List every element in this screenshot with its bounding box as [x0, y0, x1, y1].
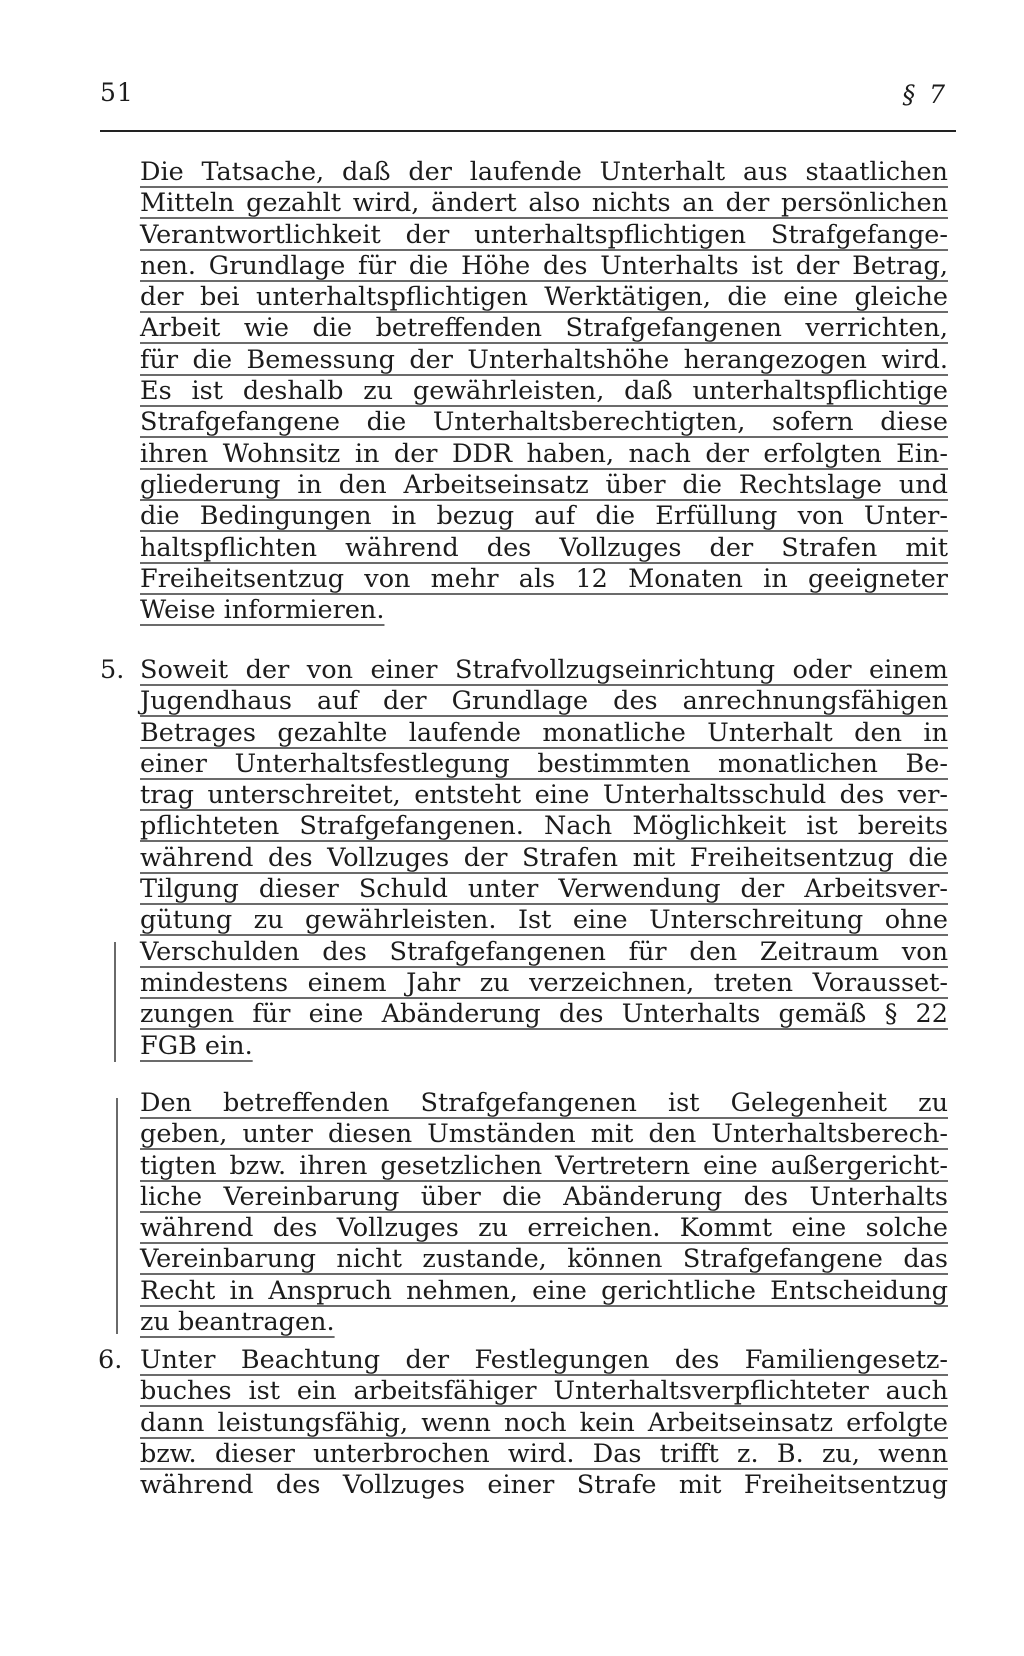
paragraph-line: Den betreffenden Strafgefangenen ist Gelegenheit zu	[140, 1088, 948, 1118]
paragraph-line: Es ist deshalb zu gewährleisten, daß unterhaltspflichtige	[140, 376, 948, 407]
paragraph-line: Unter Beachtung der Festlegungen des Familiengesetz-	[140, 1345, 948, 1375]
paragraph-line: Recht in Anspruch nehmen, eine gerichtliche Entscheidung	[140, 1275, 948, 1306]
paragraph-line: Freiheitsentzug von mehr als 12 Monaten in geeigneter	[140, 563, 948, 594]
item-number-5: 5.	[100, 655, 125, 685]
paragraph-line: Arbeit wie die betreffenden Strafgefangenen verrichten,	[140, 313, 948, 344]
paragraph-line: geben, unter diesen Umständen mit den Unterhaltsberech-	[140, 1119, 948, 1150]
paragraph-line: mindestens einem Jahr zu verzeichnen, treten Vorausset-	[140, 967, 948, 998]
paragraph-line: Verantwortlichkeit der unterhaltspflichtigen Strafgefange-	[140, 219, 948, 250]
paragraph-line: während des Vollzuges zu erreichen. Kommt eine solche	[140, 1213, 948, 1244]
paragraph-line: Vereinbarung nicht zustande, können Strafgefangene das	[140, 1244, 948, 1275]
paragraph-line: buches ist ein arbeitsfähiger Unterhaltsverpflichteter auch	[140, 1376, 948, 1407]
paragraph-line: Soweit der von einer Strafvollzugseinrichtung oder einem	[140, 655, 948, 685]
item-number-6: 6.	[98, 1345, 123, 1375]
paragraph-line: für die Bemessung der Unterhaltshöhe herangezogen wird.	[140, 344, 948, 375]
paragraph-line: gliederung in den Arbeitseinsatz über die Rechtslage und	[140, 469, 948, 500]
paragraph-line: bzw. dieser unterbrochen wird. Das trifft z. B. zu, wenn	[140, 1438, 948, 1469]
paragraph-line: Verschulden des Strafgefangenen für den Zeitraum von	[140, 936, 948, 967]
paragraph-line: Weise informieren.	[140, 595, 385, 626]
paragraph-line: die Bedingungen in bezug auf die Erfüllung von Unter-	[140, 501, 948, 532]
paragraph-line: liche Vereinbarung über die Abänderung des Unterhalts	[140, 1181, 948, 1212]
paragraph-line: während des Vollzuges einer Strafe mit Freiheitsentzug	[140, 1470, 948, 1501]
header-rule	[100, 130, 956, 132]
paragraph-line: gütung zu gewährleisten. Ist eine Unterschreitung ohne	[140, 905, 948, 936]
paragraph-line: Strafgefangene die Unterhaltsberechtigten, sofern diese	[140, 407, 948, 438]
item-5-paragraph-2	[140, 1088, 948, 1338]
paragraph-line: trag unterschreitet, entsteht eine Unterhaltsschuld des ver-	[140, 780, 948, 811]
paragraph-line: zungen für eine Abänderung des Unterhalts gemäß § 22	[140, 999, 948, 1030]
paragraph-line: zu beantragen.	[140, 1307, 335, 1338]
section-marker: § 7	[902, 80, 948, 109]
page-number: 51	[100, 78, 134, 107]
paragraph-line: haltspflichten während des Vollzuges der Strafen mit	[140, 532, 948, 563]
margin-mark	[114, 942, 116, 1062]
paragraph-line: Betrages gezahlte laufende monatliche Unterhalt den in	[140, 717, 948, 748]
intro-paragraph	[140, 157, 948, 626]
paragraph-line: pflichteten Strafgefangenen. Nach Möglichkeit ist bereits	[140, 811, 948, 842]
paragraph-line: Jugendhaus auf der Grundlage des anrechnungsfähigen	[140, 686, 948, 717]
paragraph-line: während des Vollzuges der Strafen mit Freiheitsentzug die	[140, 842, 948, 873]
paragraph-line: ihren Wohnsitz in der DDR haben, nach der erfolgten Ein-	[140, 438, 948, 469]
paragraph-line: nen. Grundlage für die Höhe des Unterhalts ist der Betrag,	[140, 250, 948, 281]
paragraph-line: tigten bzw. ihren gesetzlichen Vertretern eine außergericht-	[140, 1150, 948, 1181]
paragraph-line: Tilgung dieser Schuld unter Verwendung der Arbeitsver-	[140, 874, 948, 905]
paragraph-line: Mitteln gezahlt wird, ändert also nichts an der persönlichen	[140, 188, 948, 219]
paragraph-line: einer Unterhaltsfestlegung bestimmten monatlichen Be-	[140, 748, 948, 779]
paragraph-line: Die Tatsache, daß der laufende Unterhalt aus staatlichen	[140, 157, 948, 187]
paragraph-line: FGB ein.	[140, 1030, 253, 1061]
item-6-paragraph	[140, 1345, 948, 1501]
item-5-paragraph-1	[140, 655, 948, 1062]
margin-mark	[116, 1098, 118, 1334]
paragraph-line: der bei unterhaltspflichtigen Werktätigen, die eine gleiche	[140, 282, 948, 313]
paragraph-line: dann leistungsfähig, wenn noch kein Arbeitseinsatz erfolgte	[140, 1407, 948, 1438]
